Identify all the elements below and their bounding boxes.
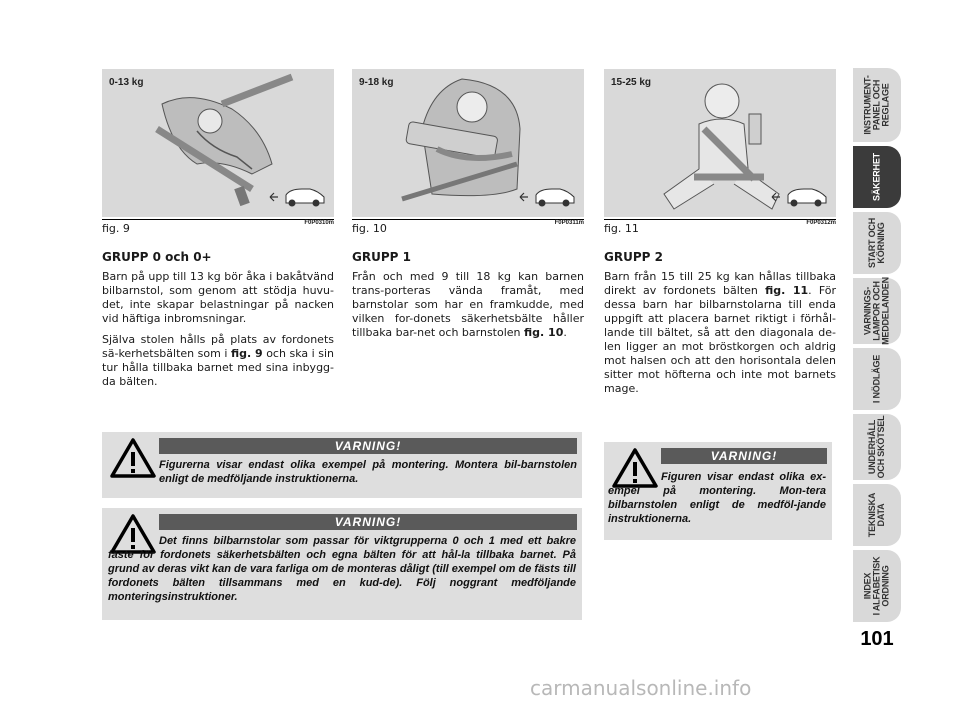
tab-index[interactable] bbox=[853, 550, 901, 622]
warning-title: VARNING! bbox=[661, 448, 827, 464]
warning-box-3 bbox=[604, 442, 832, 540]
warning-title: VARNING! bbox=[159, 438, 577, 454]
figure-10 bbox=[352, 69, 584, 217]
tab-label: INSTRUMENT- PANEL OCH REGLAGE bbox=[862, 75, 891, 135]
weight-class-label: 0-13 kg bbox=[109, 77, 144, 88]
weight-class-label: 15-25 kg bbox=[611, 77, 652, 88]
warning-title: VARNING! bbox=[159, 514, 577, 530]
weight-class-label: 9-18 kg bbox=[359, 77, 394, 88]
warning-triangle-icon bbox=[110, 438, 156, 478]
figure-reference: fig. 9 bbox=[230, 347, 263, 360]
tab-instrumentpanel[interactable] bbox=[853, 68, 901, 142]
tab-label: I NÖDLÄGE bbox=[871, 354, 882, 404]
warning-text: Figurerna visar endast olika exempel på montering. Montera bil-barnstolen enligt de medföljande instruktionerna. bbox=[159, 459, 577, 485]
figure-label: fig. 9 bbox=[102, 222, 130, 235]
column-group-0 bbox=[102, 250, 334, 396]
column-group-2 bbox=[604, 250, 836, 403]
figure-reference: fig. 11 bbox=[765, 284, 809, 297]
column-group-1 bbox=[352, 250, 584, 347]
tab-i-nodlage[interactable] bbox=[853, 348, 901, 410]
paragraph bbox=[352, 270, 584, 340]
section-heading: GRUPP 1 bbox=[352, 250, 411, 264]
paragraph bbox=[604, 270, 836, 396]
warning-box-2 bbox=[102, 508, 582, 620]
paragraph bbox=[102, 333, 334, 389]
tab-label: VARNINGS- LAMPOR OCH MEDDELANDEN bbox=[862, 277, 891, 345]
figure-label: fig. 11 bbox=[604, 222, 639, 235]
figure-code: F0P0311m bbox=[554, 220, 584, 226]
figure-11 bbox=[604, 69, 836, 217]
text-run: . bbox=[563, 326, 567, 339]
text-run: Barn från 15 till 25 kg kan hållas tillbaka direkt av fordonets bälten bbox=[604, 270, 836, 297]
tab-underhall[interactable] bbox=[853, 414, 901, 480]
watermark: carmanualsonline.info bbox=[530, 676, 752, 700]
car-direction-icon bbox=[518, 183, 578, 209]
text-run: Från och med 9 till 18 kg kan barnen trans-porteras vända framåt, med barnstolar som har en framkudde, med vilken for-donets säkerhetsbälte håller tillbaka bar-net och barnstolen bbox=[352, 270, 584, 339]
paragraph: Barn på upp till 13 kg bör åka i bakåtvänd bilbarnstol, som genom att stödja huvu-det, inte skapar belastningar på nacken vid häftiga inbromsningar. bbox=[102, 270, 334, 325]
tab-start-och-korning[interactable] bbox=[853, 212, 901, 274]
text-run: Själva stolen hålls på plats av fordonets sä-kerhetsbälten som i bbox=[102, 333, 334, 360]
text-run: och ska i sin tur hålla tillbaka barnet med sina inbygg-da bälten. bbox=[102, 347, 334, 388]
figure-reference: fig. 10 bbox=[524, 326, 564, 339]
tab-label: SÄKERHET bbox=[871, 153, 882, 201]
figure-9-caption bbox=[102, 219, 334, 234]
tab-label: INDEX I ALFABETISK ORDNING bbox=[862, 556, 891, 616]
section-heading: GRUPP 2 bbox=[604, 250, 663, 264]
tab-varningslampor[interactable] bbox=[853, 278, 901, 344]
tab-label: UNDERHÅLL OCH SKÖTSEL bbox=[867, 415, 886, 479]
tab-tekniska-data[interactable] bbox=[853, 484, 901, 546]
warning-text: Det finns bilbarnstolar som passar för viktgrupperna 0 och 1 med ett bakre fäste för fordonets säkerhetsbälten och egna bälten för att hål-la tillbaka barnet. På grund av deras vikt kan de vara farliga om de monteras dåligt (till exempel om de fästs till fordonets bälten tillsammans med en kud-de). Följ noggrant medföljande monteringsinstruktioner. bbox=[108, 535, 576, 603]
text-run: . För dessa barn har bilbarnstolarna till enda uppgift att placera barnet riktigt i förhål-lande till bältet, så att den diagonala de-len ligger an mot bröstkorgen och aldrig mot halsen och att den horisontala delen sitter mot höfterna och inte mot barnets mage. bbox=[604, 284, 837, 395]
section-heading: GRUPP 0 och 0+ bbox=[102, 250, 212, 264]
figure-9 bbox=[102, 69, 334, 217]
warning-text: Figuren visar endast olika ex-empel på montering. Mon-tera bilbarnstolen enligt de medföl-jande instruktionerna. bbox=[608, 471, 826, 525]
figure-11-caption bbox=[604, 219, 836, 234]
warning-box-1 bbox=[102, 432, 582, 498]
tab-sakerhet[interactable] bbox=[853, 146, 901, 208]
tab-label: START OCH KÖRNING bbox=[867, 217, 886, 269]
tab-label: TEKNISKA DATA bbox=[867, 492, 886, 538]
figure-10-caption bbox=[352, 219, 584, 234]
figure-code: F0P0312m bbox=[806, 220, 836, 226]
figure-code: F0P0310m bbox=[304, 220, 334, 226]
car-direction-icon bbox=[770, 183, 830, 209]
car-direction-icon bbox=[268, 183, 328, 209]
page-number: 101 bbox=[860, 628, 894, 650]
figure-label: fig. 10 bbox=[352, 222, 387, 235]
